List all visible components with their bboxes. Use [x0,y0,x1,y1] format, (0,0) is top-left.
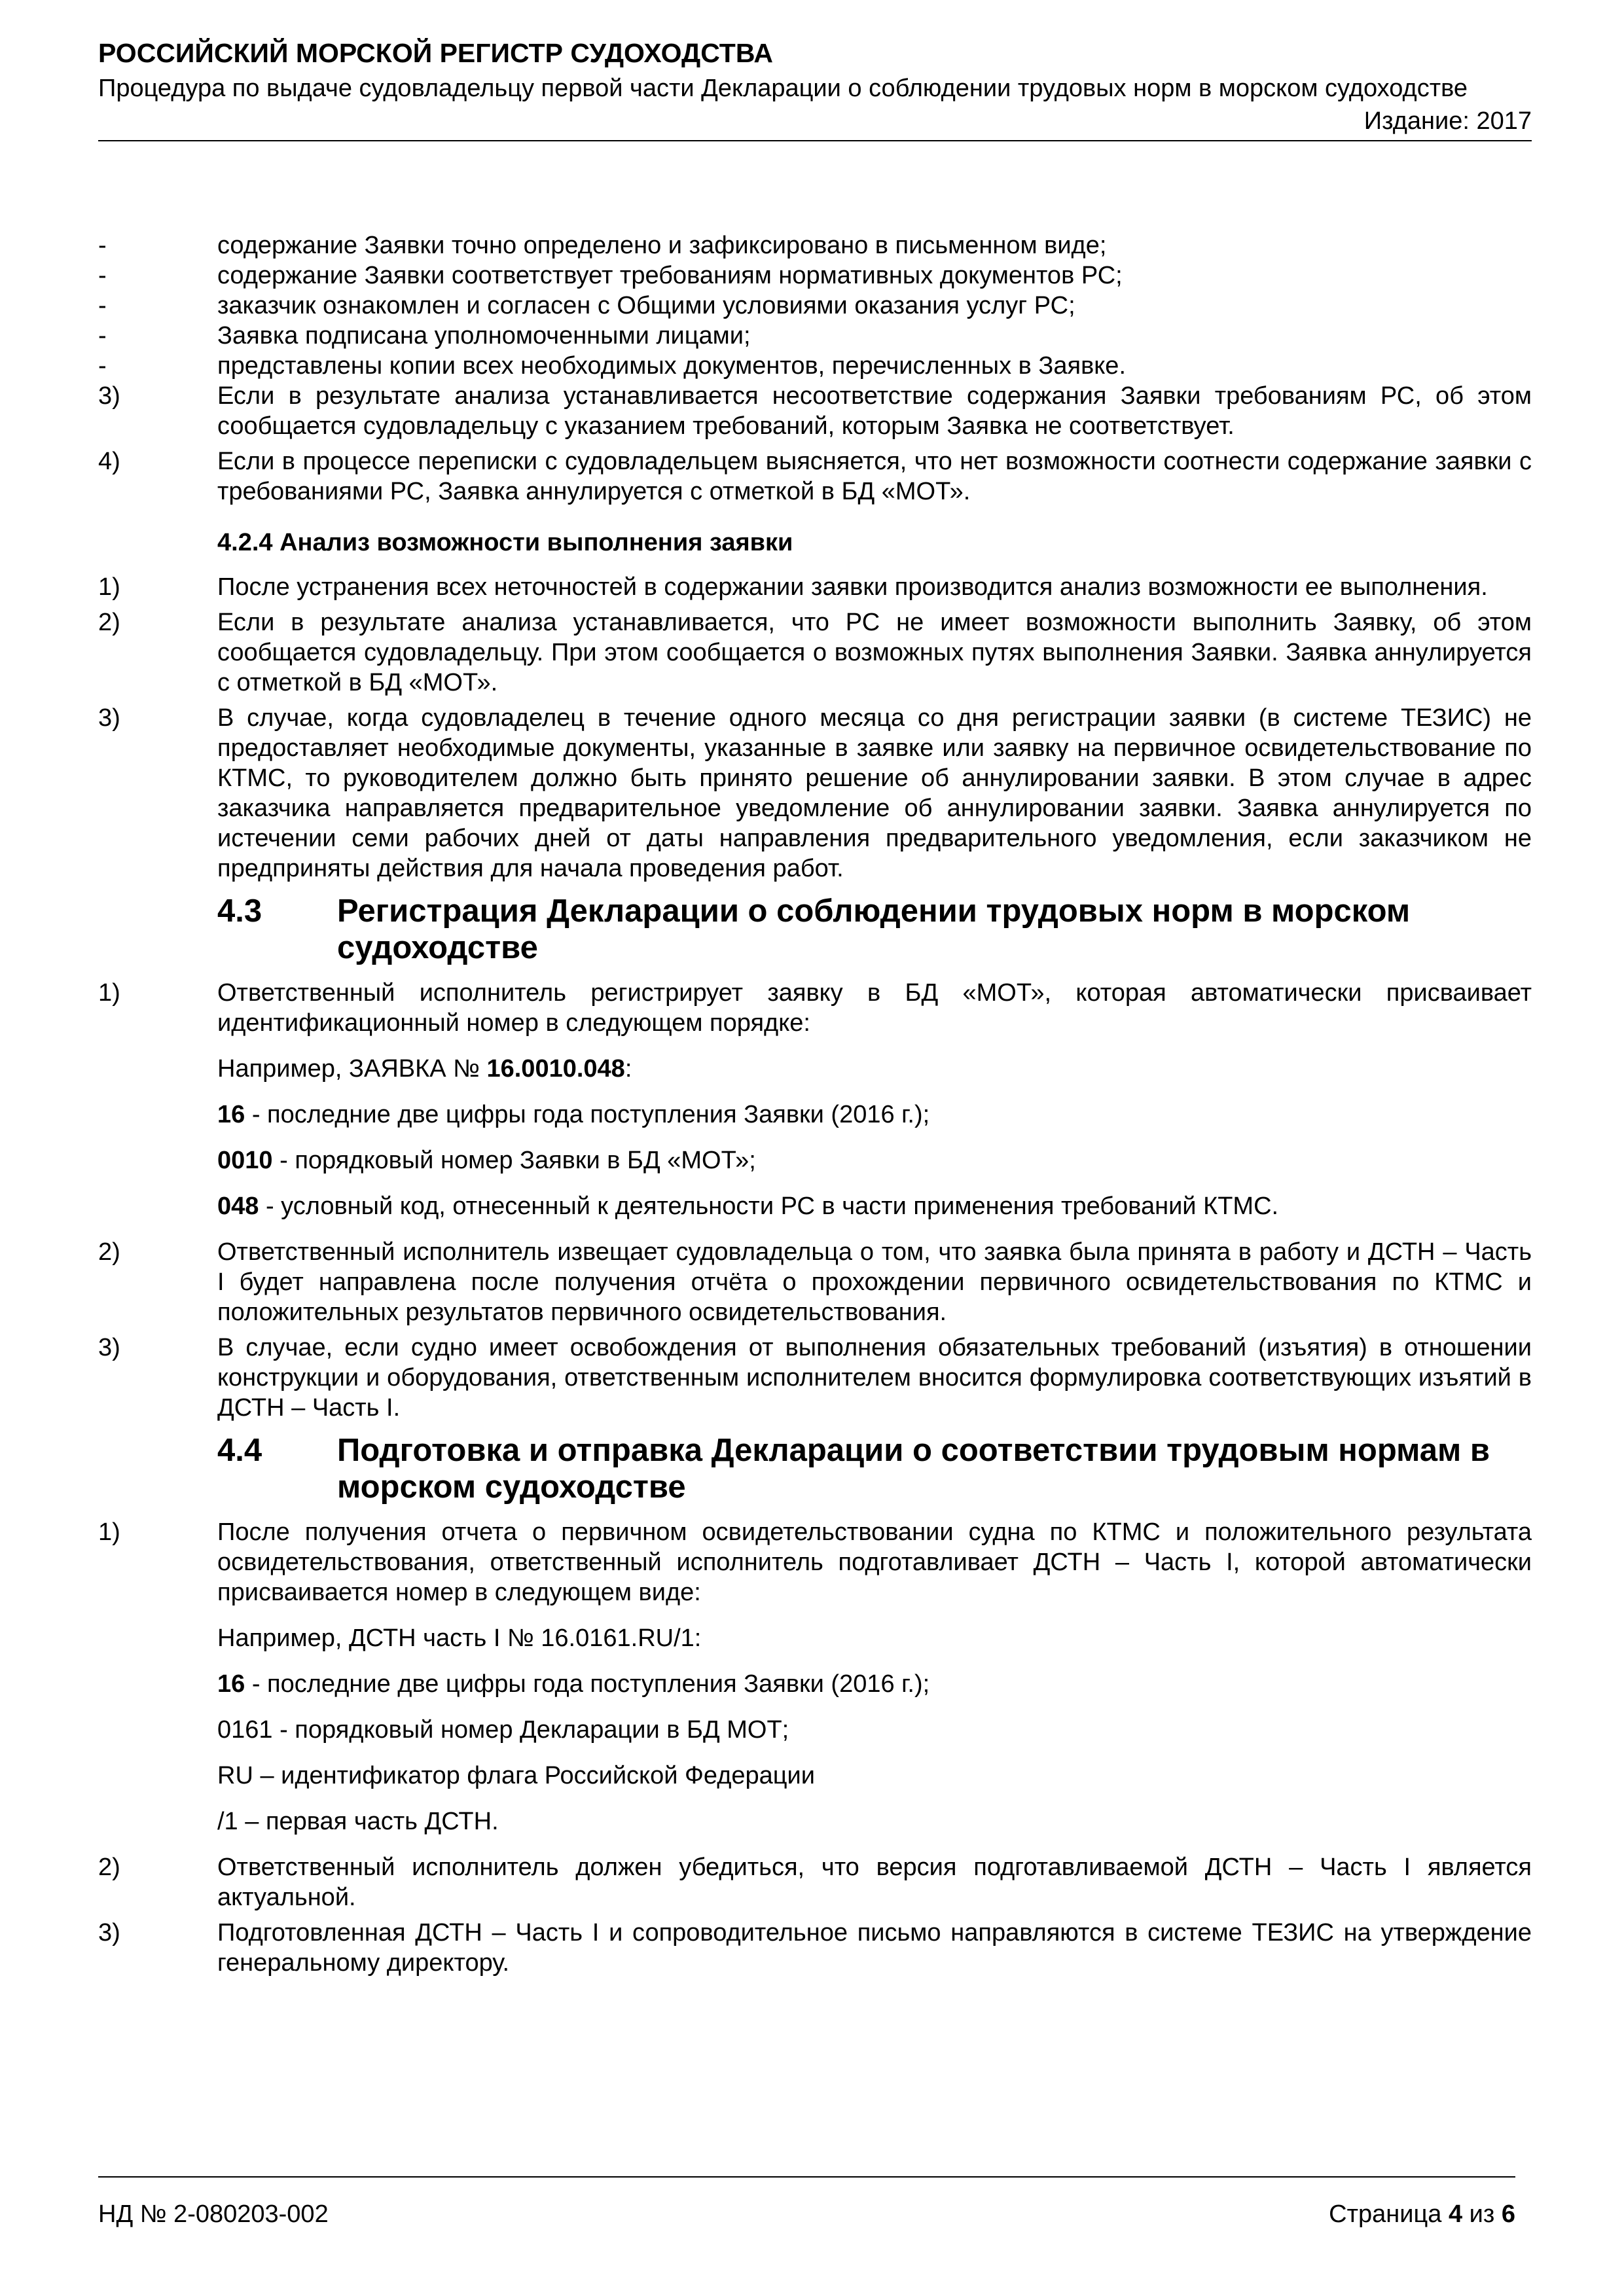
edition-label: Издание: 2017 [1363,107,1532,135]
item-text: Ответственный исполнитель регистрирует заявку в БД «МОТ», которая автоматически присваивает идентификационный номер в следующем порядке: [217,979,1532,1037]
page-of: из [1469,2200,1495,2228]
numbered-item [98,1517,1532,1607]
organization-name: РОССИЙСКИЙ МОРСКОЙ РЕГИСТР СУДОХОДСТВА [98,38,774,68]
numbered-item [98,1852,1532,1912]
item-text: После устранения всех неточностей в содержании заявки производится анализ возможности ее выполнения. [217,573,1488,601]
code-description: - порядковый номер Заявки в БД «МОТ»; [272,1147,756,1174]
document-body [98,230,1532,1978]
section-number: 4.4 [217,1433,262,1468]
code-line: RU – идентификатор флага Российской Федерации [217,1762,816,1789]
section-heading-4-4 [98,1432,1532,1505]
numbered-item [98,1333,1532,1423]
example-suffix: : [624,1055,632,1083]
list-item [98,351,1532,381]
document-title: Процедура по выдаче судовладельцу первой части Декларации о соблюдении трудовых норм в морском судоходстве [98,75,1468,102]
item-text: Ответственный исполнитель извещает судовладельца о том, что заявка была принята в работу и ДСТН – Часть I будет направлена после получения отчёта о прохождении первичного освидетельствования по КТМС и положительных результатов первичного освидетельствования. [217,1238,1532,1326]
numbered-item [98,381,1532,441]
list-item [98,230,1532,260]
list-item [98,321,1532,351]
code-line: /1 – первая часть ДСТН. [217,1808,499,1835]
code-value: 16 [217,1101,245,1128]
numbered-item [98,572,1532,602]
code-description: - условный код, отнесенный к деятельности РС в части применения требований КТМС. [259,1193,1279,1220]
code-value: 0010 [217,1147,273,1174]
list-item-text: содержание Заявки точно определено и зафиксировано в письменном виде; [217,232,1107,259]
section-title: Регистрация Декларации о соблюдении трудовых норм в морском судоходстве [337,893,1411,965]
section-title: Подготовка и отправка Декларации о соответствии трудовым нормам в морском судоходстве [337,1433,1490,1505]
code-line [217,1669,1532,1699]
example-code: 16.0010.048 [486,1055,625,1083]
item-number: 3) [98,1919,120,1946]
item-number: 3) [98,1334,120,1361]
item-number: 2) [98,1238,120,1266]
item-text: Если в результате анализа устанавливается несоответствие содержания Заявки требованиям РС, об этом сообщается судовладельцу с указанием требований, которым Заявка не соответствует. [217,382,1532,440]
code-description: - последние две цифры года поступления Заявки (2016 г.); [245,1670,930,1698]
code-description: - последние две цифры года поступления Заявки (2016 г.); [245,1101,930,1128]
dash-marker: - [98,262,107,289]
numbered-item [98,703,1532,884]
page-current: 4 [1448,2200,1463,2228]
dash-marker: - [98,232,107,259]
document-number: НД № 2-080203-002 [98,2200,329,2228]
item-number: 2) [98,1854,120,1881]
header-divider [98,140,1532,141]
list-item-text: представлены копии всех необходимых документов, перечисленных в Заявке. [217,352,1127,380]
item-text: Если в процессе переписки с судовладельцем выясняется, что нет возможности соотнести содержание заявки с требованиями РС, Заявка аннулируется с отметкой в БД «МОТ». [217,448,1532,505]
list-item [98,291,1532,321]
code-line: 0161 - порядковый номер Декларации в БД МОТ; [217,1716,789,1744]
item-text: Подготовленная ДСТН – Часть I и сопроводительное письмо направляются в системе ТЕЗИС на утверждение генеральному директору. [217,1919,1532,1977]
page-label: Страница [1329,2200,1442,2228]
code-value: 16 [217,1670,245,1698]
code-line [217,1100,1532,1130]
item-number: 2) [98,609,120,636]
example-line [217,1054,1532,1084]
footer-divider [98,2176,1515,2178]
section-number: 4.3 [217,893,262,929]
numbered-item [98,978,1532,1038]
code-line [217,1145,1532,1175]
example-line: Например, ДСТН часть I № 16.0161.RU/1: [217,1624,702,1652]
numbered-item [98,607,1532,698]
numbered-item [98,1918,1532,1978]
page-header [98,37,1532,141]
item-text: В случае, когда судовладелец в течение одного месяца со дня регистрации заявки (в системе ТЕЗИС) не предоставляет необходимые документы, указанные в заявке или заявку на первичное освидетельствование по КТМС, то руководителем должно быть принято решение об аннулировании заявки. В этом случае в адрес заказчика направляется предварительное уведомление об аннулировании заявки. Заявка аннулируется по истечении семи рабочих дней от даты направления предварительного уведомления, если заказчиком не предприняты действия для начала проведения работ. [217,704,1532,882]
code-line [217,1191,1532,1221]
list-item-text: Заявка подписана уполномоченными лицами; [217,322,751,350]
list-item [98,260,1532,291]
page-indicator [1329,2199,1515,2229]
item-number: 1) [98,979,120,1007]
item-number: 4) [98,448,120,475]
document-page [98,0,1532,2296]
dash-marker: - [98,322,107,350]
section-heading-4-3 [98,893,1532,966]
list-item-text: заказчик ознакомлен и согласен с Общими условиями оказания услуг РС; [217,292,1075,319]
item-number: 3) [98,382,120,410]
dash-marker: - [98,292,107,319]
code-value: 048 [217,1193,259,1220]
item-text: После получения отчета о первичном освидетельствовании судна по КТМС и положительного результата освидетельствования, ответственный исполнитель подготавливает ДСТН – Часть I, которой автоматически присваивается номер в следующем виде: [217,1518,1532,1606]
item-text: Если в результате анализа устанавливается, что РС не имеет возможности выполнить Заявку, об этом сообщается судовладельцу. При этом сообщается о возможных путях выполнения Заявки. Заявка аннулируется с отметкой в БД «МОТ». [217,609,1532,696]
dash-marker: - [98,352,107,380]
item-text: В случае, если судно имеет освобождения от выполнения обязательных требований (изъятия) в отношении конструкции и оборудования, ответственным исполнителем вносится формулировка соответствующих изъятий в ДСТН – Часть I. [217,1334,1532,1422]
item-number: 1) [98,1518,120,1546]
numbered-item [98,446,1532,507]
subsection-heading-4-2-4: 4.2.4 Анализ возможности выполнения заявки [217,529,793,556]
item-text: Ответственный исполнитель должен убедиться, что версия подготавливаемой ДСТН – Часть I является актуальной. [217,1854,1532,1911]
numbered-item [98,1237,1532,1327]
item-number: 1) [98,573,120,601]
page-total: 6 [1501,2200,1515,2228]
item-number: 3) [98,704,120,732]
list-item-text: содержание Заявки соответствует требованиям нормативных документов РС; [217,262,1123,289]
example-prefix: Например, ЗАЯВКА № [217,1055,480,1083]
